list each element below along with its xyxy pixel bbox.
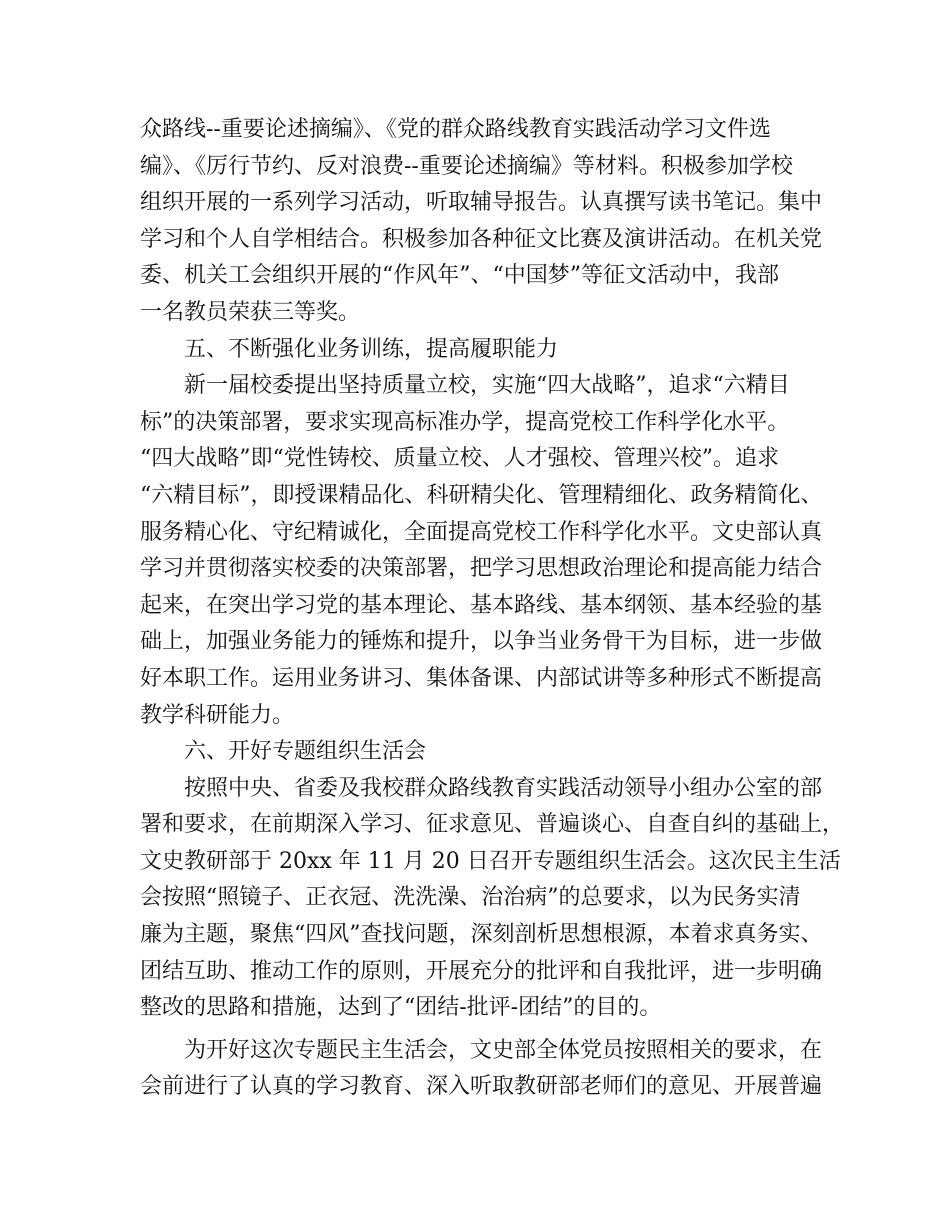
text-line: 起来，在突出学习党的基本理论、基本路线、基本纲领、基本经验的基 bbox=[140, 592, 823, 618]
text-line: 会前进行了认真的学习教育、深入听取教研部老师们的意见、开展普遍 bbox=[140, 1074, 823, 1100]
text-line: 为开好这次专题民主生活会，文史部全体党员按照相关的要求，在 bbox=[184, 1037, 823, 1063]
text-line: 标”的决策部署，要求实现高标准办学，提高党校工作科学化水平。 bbox=[140, 409, 790, 435]
text-line: 署和要求，在前期深入学习、征求意见、普遍谈心、自查自纠的基础上， bbox=[140, 812, 845, 838]
text-line: 组织开展的一系列学习活动，听取辅导报告。认真撰写读书笔记。集中 bbox=[140, 190, 823, 216]
document-body bbox=[140, 112, 845, 1106]
text-line: 好本职工作。运用业务讲习、集体备课、内部试讲等多种形式不断提高 bbox=[140, 665, 823, 691]
text-line: 教学科研能力。 bbox=[140, 702, 295, 728]
text-line: 学习和个人自学相结合。积极参加各种征文比赛及演讲活动。在机关党 bbox=[140, 226, 823, 252]
text-line: 按照中央、省委及我校群众路线教育实践活动领导小组办公室的部 bbox=[184, 775, 823, 801]
text-line: 础上，加强业务能力的锤炼和提升，以争当业务骨干为目标，进一步做 bbox=[140, 629, 823, 655]
text-line: 编》、《厉行节约、反对浪费--重要论述摘编》等材料。积极参加学校 bbox=[140, 153, 793, 179]
section-heading: 六、开好专题组织生活会 bbox=[184, 739, 427, 765]
text-line: 新一届校委提出坚持质量立校，实施“四大战略”，追求“六精目 bbox=[184, 373, 790, 399]
text-line: “四大战略”即“党性铸校、质量立校、人才强校、管理兴校”。追求 bbox=[140, 446, 779, 472]
text-line: 团结互助、推动工作的原则，开展充分的批评和自我批评，进一步明确 bbox=[140, 958, 823, 984]
text-line: 整改的思路和措施，达到了“团结-批评-团结”的目的。 bbox=[140, 995, 662, 1021]
text-line: “六精目标”，即授课精品化、科研精尖化、管理精细化、政务精简化、 bbox=[140, 482, 823, 508]
text-line: 文史教研部于 20xx 年 11 月 20 日召开专题组织生活会。这次民主生活 bbox=[140, 848, 841, 874]
section-heading: 五、不断强化业务训练，提高履职能力 bbox=[184, 336, 559, 362]
text-line: 众路线--重要论述摘编》、《党的群众路线教育实践活动学习文件选 bbox=[140, 117, 771, 142]
text-line: 服务精心化、守纪精诚化，全面提高党校工作科学化水平。文史部认真 bbox=[140, 519, 823, 545]
text-line: 一名教员荣获三等奖。 bbox=[140, 299, 361, 325]
text-line: 廉为主题，聚焦“四风”查找问题，深刻剖析思想根源，本着求真务实、 bbox=[140, 922, 823, 948]
text-line: 学习并贯彻落实校委的决策部署，把学习思想政治理论和提高能力结合 bbox=[140, 556, 823, 582]
text-line: 会按照“照镜子、正衣冠、洗洗澡、治治病”的总要求，以为民务实清 bbox=[140, 885, 801, 911]
text-line: 委、机关工会组织开展的“作风年”、“中国梦”等征文活动中，我部 bbox=[140, 263, 779, 289]
